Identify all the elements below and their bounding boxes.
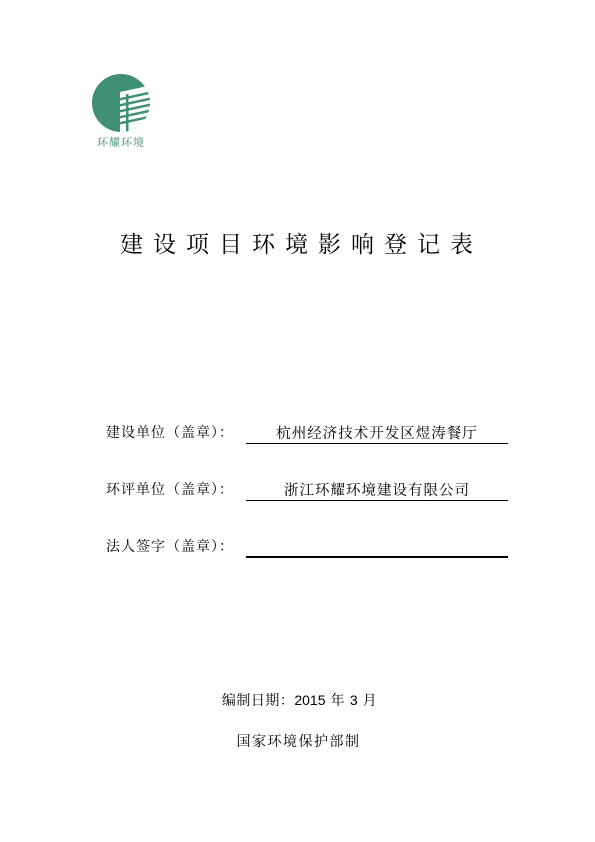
assessment-unit-value: 浙江环耀环境建设有限公司 <box>284 483 470 499</box>
huanyao-logo-icon <box>90 72 152 134</box>
assessment-unit-field <box>106 479 508 501</box>
compile-date-year-unit: 年 <box>325 693 350 709</box>
compile-date-year: 2015 <box>294 692 326 708</box>
assessment-unit-label: 环评单位（盖章）： <box>106 482 234 498</box>
compile-date-month-unit: 月 <box>357 693 378 709</box>
construction-unit-value: 杭州经济技术开发区煜涛餐厅 <box>276 426 478 442</box>
legal-signature-underline <box>246 556 508 558</box>
legal-signature-label: 法人签字（盖章）： <box>106 539 234 555</box>
logo-text: 环耀环境 <box>97 136 145 149</box>
legal-signature-field <box>106 536 508 558</box>
document-title: 建设项目环境影响登记表 <box>120 232 483 258</box>
assessment-unit-underline <box>246 500 508 501</box>
company-logo <box>88 72 158 152</box>
construction-unit-field <box>106 422 508 444</box>
construction-unit-underline <box>246 443 508 444</box>
compile-date <box>0 690 595 710</box>
compile-date-month: 3 <box>349 692 358 708</box>
compile-date-label: 编制日期： <box>221 693 295 709</box>
issuing-authority: 国家环境保护部制 <box>236 734 361 750</box>
construction-unit-label: 建设单位（盖章）： <box>106 425 234 441</box>
